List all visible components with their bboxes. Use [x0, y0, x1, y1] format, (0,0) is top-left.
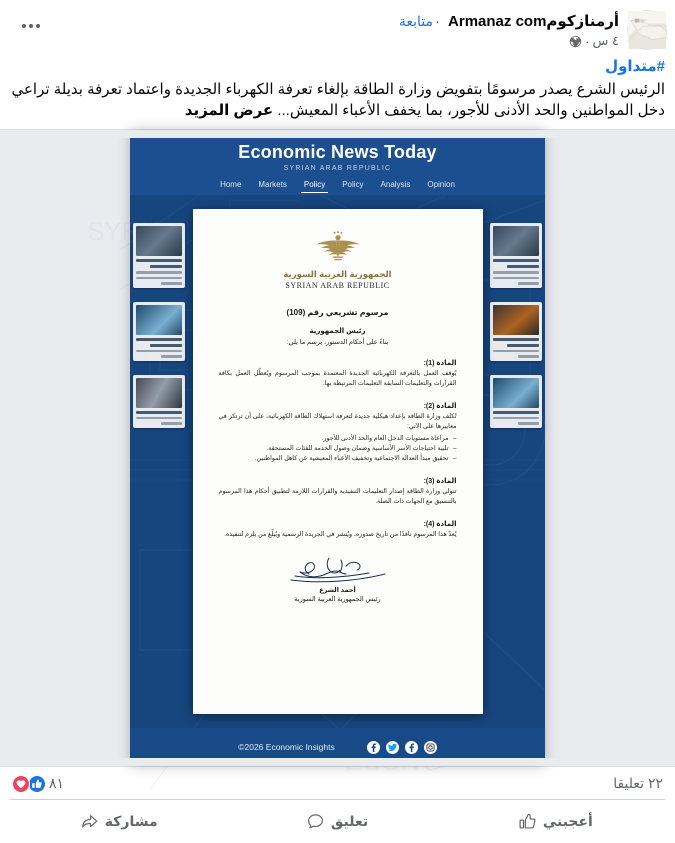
article-heading: المادة (2):	[423, 403, 457, 410]
post-action-bar	[10, 799, 665, 843]
signature-block	[219, 554, 457, 603]
page-name-line	[10, 11, 619, 32]
svg-text:SYRIA: SYRIA	[86, 216, 165, 246]
article-body: تُكلف وزارة الطاقة بإعداد هيكلية جديدة لتعرفة استهلاك الطاقة الكهربائية، على أن ترتكز في معاييرها على الآتي:	[218, 413, 457, 430]
handwritten-signature-icon	[273, 554, 403, 588]
nav-item-analysis[interactable]: Analysis	[380, 180, 411, 189]
article-body: يُعدّ هذا المرسوم نافذًا من تاريخ صدوره، ويُنشر في الجريدة الرسمية ويُبلّغ من يلزم لتنفيذه.	[224, 531, 457, 538]
follow-link[interactable]: متابعة	[398, 13, 434, 29]
post-header	[0, 0, 675, 52]
article-text-line	[493, 417, 539, 420]
reactions-summary[interactable]	[12, 775, 68, 793]
article-title-line	[493, 259, 539, 262]
article-heading: المادة (4):	[423, 521, 457, 528]
media-bottom-edge	[0, 758, 675, 766]
article-title-line	[136, 338, 182, 341]
article-text-line	[136, 277, 182, 280]
post-text	[0, 52, 675, 129]
decree-document	[193, 209, 483, 714]
comment-bubble-icon	[307, 813, 324, 830]
crest-arabic-label: الجمهورية العربية السورية	[283, 269, 392, 279]
decree-title: مرسوم تشريعي رقم (109)	[286, 308, 389, 317]
right-article-column	[490, 223, 542, 428]
article-thumbnail	[493, 378, 539, 408]
share-button-label: مشاركة	[104, 813, 158, 829]
article-text-line	[161, 282, 182, 285]
article-bullet-list	[219, 434, 457, 464]
avatar[interactable]	[627, 10, 667, 50]
news-site-subtitle: SYRIAN ARAB REPUBLIC	[283, 165, 392, 172]
article-title-line	[136, 259, 182, 262]
reactions-count: ٨١	[49, 775, 65, 791]
article-text-line	[136, 417, 182, 420]
article-text-line	[161, 422, 182, 425]
article-title-line	[493, 411, 539, 414]
page-handle[interactable]: Armanaz com	[448, 13, 547, 30]
article-card[interactable]	[133, 302, 185, 361]
decree-article-2	[219, 402, 457, 464]
nav-item-opinion[interactable]: Opinion	[427, 180, 455, 189]
nav-item-policy[interactable]: Policy	[342, 180, 364, 189]
see-more-link[interactable]: عرض المزيد	[184, 102, 274, 119]
article-text-line	[518, 282, 539, 285]
like-reaction-icon	[28, 775, 46, 793]
article-body: يُوقف العمل بالتعرفة الكهربائية الجديدة المعتمدة بموجب المرسوم ويُعطّل العمل بكافة القرارات والتعليمات السابقة التعليمات المرتبطة بها.	[218, 370, 457, 387]
article-card[interactable]	[490, 375, 542, 428]
post-body: الرئيس الشرع يصدر مرسومًا بتفويض وزارة الطاقة بإلغاء تعرفة الكهرباء الجديدة واعتماد تعرفة بديلة تراعي دخل المواطنين والحد الأدنى للأجور، بما يخفف الأعباء المعيش...	[11, 81, 665, 119]
decree-preamble: بناءً على أحكام الدستور، يرسم ما يلي:	[286, 339, 389, 346]
instagram-icon[interactable]	[424, 741, 437, 754]
article-text-line	[493, 277, 539, 280]
more-options-icon[interactable]	[16, 18, 46, 34]
footer-social-links	[367, 741, 437, 754]
footer-copyright: ©2026 Economic Insights	[238, 742, 335, 752]
article-thumbnail	[136, 378, 182, 408]
article-body: تتولى وزارة الطاقة إصدار التعليمات التنفيذية والقرارات اللازمة لتطبيق أحكام هذا المرسوم بالتنسيق مع الجهات ذات الصلة.	[218, 488, 457, 505]
like-button-label: أعجبني	[542, 813, 593, 829]
like-button[interactable]	[447, 800, 665, 843]
crest-english-label: SYRIAN ARAB REPUBLIC	[285, 281, 390, 290]
article-text-line	[136, 271, 182, 274]
article-title-line	[507, 265, 539, 268]
post-timestamp[interactable]: ٤ س	[592, 33, 619, 48]
nav-item-policy-active[interactable]: Policy	[304, 180, 325, 193]
article-heading: المادة (3):	[423, 478, 457, 485]
article-text-line	[518, 355, 539, 358]
map-avatar-icon	[628, 11, 666, 49]
globe-icon[interactable]	[569, 35, 582, 48]
article-bullet: – مراعاة مستويات الدخل العام والحد الأدنى للأجور.	[219, 434, 457, 444]
nav-item-home[interactable]: Home	[220, 180, 242, 189]
article-title-line	[136, 411, 182, 414]
article-text-line	[136, 350, 182, 353]
news-site-nav	[130, 180, 545, 193]
news-site-title: Economic News Today	[238, 142, 437, 162]
article-bullet: – تحقيق مبدأ العدالة الاجتماعية وتخفيف الأعباء المعيشية عن كاهل المواطنين.	[219, 454, 457, 464]
article-card[interactable]	[490, 223, 542, 288]
facebook-icon[interactable]	[367, 741, 380, 754]
dot	[29, 24, 33, 28]
media-top-edge	[0, 130, 675, 138]
facebook-icon[interactable]	[405, 741, 418, 754]
signer-role: رئيس الجمهورية العربية السورية	[294, 596, 381, 603]
article-thumbnail	[493, 305, 539, 335]
article-text-line	[493, 271, 539, 274]
media-inner	[0, 130, 675, 766]
article-title-line	[493, 338, 539, 341]
news-site-body	[130, 195, 545, 766]
thumbs-up-icon	[519, 813, 536, 830]
article-thumbnail	[136, 305, 182, 335]
news-site-screenshot	[86, 130, 545, 766]
article-heading: المادة (1):	[423, 360, 457, 367]
comments-count[interactable]: ٢٢ تعليقا	[613, 775, 663, 791]
name-separator: ·	[435, 13, 441, 30]
signer-name: أحمد الشرع	[319, 587, 356, 594]
page-name[interactable]: أرمنازكوم	[546, 13, 619, 30]
article-title-line	[150, 265, 182, 268]
article-title-line	[507, 344, 539, 347]
engagement-counts-row	[0, 767, 675, 799]
article-text-line	[161, 355, 182, 358]
meta-separator: ·	[585, 33, 590, 49]
article-thumbnail	[136, 226, 182, 256]
dot	[36, 24, 40, 28]
dot	[22, 24, 26, 28]
left-article-column	[133, 223, 185, 428]
twitter-icon[interactable]	[386, 741, 399, 754]
share-button[interactable]	[10, 800, 228, 843]
nav-item-markets[interactable]: Markets	[258, 180, 287, 189]
share-arrow-icon	[81, 813, 98, 830]
decree-article-4	[219, 520, 457, 540]
post-media[interactable]	[0, 129, 675, 767]
article-card[interactable]	[133, 375, 185, 428]
decree-article-1	[219, 359, 457, 389]
article-thumbnail	[493, 226, 539, 256]
article-card[interactable]	[133, 223, 185, 288]
article-bullet: – تلبية احتياجات الأسر الأساسية وضمان وصول الخدمة للفئات المستحقة.	[219, 444, 457, 454]
hashtag-link[interactable]: #متداول	[605, 58, 665, 75]
decree-subtitle: رئيس الجمهورية	[309, 328, 366, 335]
eagle-emblem-icon	[219, 231, 457, 266]
article-text-line	[493, 350, 539, 353]
heart-reaction-icon	[12, 775, 30, 793]
comment-button[interactable]	[228, 800, 446, 843]
post-meta-line	[10, 33, 619, 49]
decree-article-3	[219, 477, 457, 507]
header-text-block	[10, 10, 619, 49]
article-text-line	[518, 422, 539, 425]
news-site-header	[130, 130, 545, 195]
article-title-line	[150, 344, 182, 347]
article-card[interactable]	[490, 302, 542, 361]
comment-button-label: تعليق	[330, 813, 369, 829]
